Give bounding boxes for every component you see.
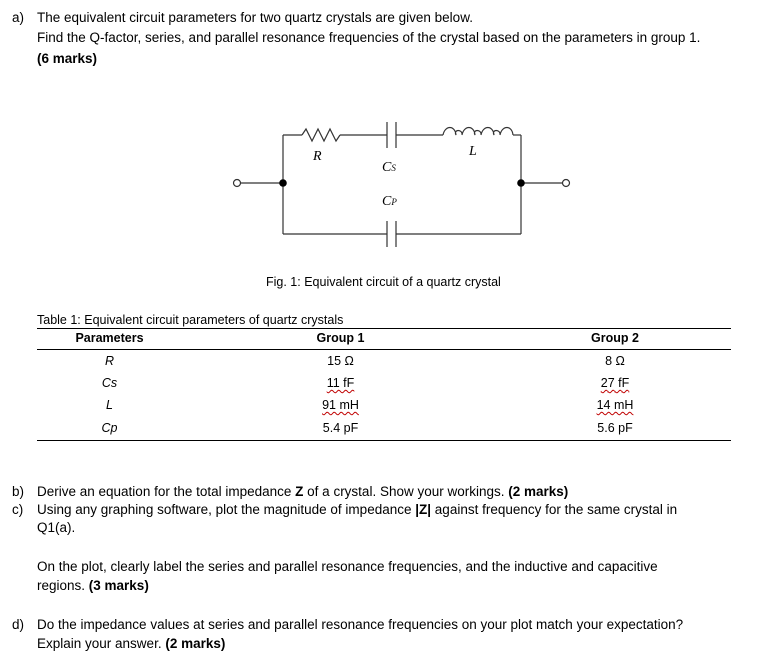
group2-value-text: 27 fF bbox=[600, 376, 630, 390]
question-c-part1: Using any graphing software, plot the magnitude of impedance bbox=[37, 502, 416, 517]
param-name: L bbox=[106, 398, 113, 412]
group2-value bbox=[499, 372, 731, 394]
question-c-para-text: regions. bbox=[37, 578, 89, 593]
question-c-para-line1: On the plot, clearly label the series and parallel resonance frequencies, and the inductive and capacitive bbox=[37, 559, 658, 574]
question-c-line2: Q1(a). bbox=[37, 520, 76, 535]
question-b-prefix: b) bbox=[12, 484, 25, 499]
param-name: Cp bbox=[37, 416, 182, 441]
circuit-diagram bbox=[0, 0, 759, 300]
question-b-marks: (2 marks) bbox=[508, 484, 569, 499]
group1-value-text: 91 mH bbox=[322, 398, 359, 412]
table-row bbox=[37, 394, 731, 416]
left-terminal bbox=[234, 180, 241, 187]
question-d-line2 bbox=[37, 636, 225, 651]
param-name: Cs bbox=[101, 376, 118, 390]
question-c-prefix: c) bbox=[12, 502, 24, 517]
group2-value bbox=[499, 394, 731, 416]
label-cs bbox=[382, 160, 396, 176]
parameters-table bbox=[37, 328, 731, 441]
question-a-line2: Find the Q-factor, series, and parallel resonance frequencies of the crystal based on the parameters in group 1. bbox=[37, 30, 701, 45]
question-c-marks: (3 marks) bbox=[88, 578, 149, 593]
right-node bbox=[517, 179, 525, 187]
group1-value: 5.4 pF bbox=[182, 416, 499, 441]
question-c-z: |Z| bbox=[415, 502, 432, 517]
group2-value: 5.6 pF bbox=[499, 416, 731, 441]
label-cs-sub: S bbox=[391, 163, 396, 173]
group2-value: 8 Ω bbox=[605, 354, 625, 368]
inductor-symbol bbox=[443, 128, 513, 136]
label-cp bbox=[382, 194, 397, 210]
label-cp-sub: P bbox=[391, 197, 397, 207]
label-l: L bbox=[469, 144, 477, 159]
table-caption: Table 1: Equivalent circuit parameters of quartz crystals bbox=[37, 313, 344, 327]
group1-value bbox=[182, 372, 499, 394]
question-d-line1: Do the impedance values at series and parallel resonance frequencies on your plot match your expectation? bbox=[37, 617, 684, 632]
label-r: R bbox=[313, 149, 322, 164]
right-terminal bbox=[563, 180, 570, 187]
question-d-text: Explain your answer. bbox=[37, 636, 166, 651]
group1-value-text: 11 fF bbox=[326, 376, 355, 390]
header-parameters: Parameters bbox=[37, 329, 182, 350]
question-b-part1: Derive an equation for the total impedance bbox=[37, 484, 296, 499]
question-a-prefix: a) bbox=[12, 10, 25, 25]
group2-value-text: 14 mH bbox=[596, 398, 634, 412]
question-c-part2: against frequency for the same crystal in bbox=[431, 502, 678, 517]
left-node bbox=[279, 179, 287, 187]
label-cs-main: C bbox=[382, 160, 392, 175]
question-a-line1: The equivalent circuit parameters for two quartz crystals are given below. bbox=[37, 10, 473, 25]
label-cp-main: C bbox=[382, 194, 392, 209]
question-a-marks: (6 marks) bbox=[37, 51, 98, 66]
resistor-symbol bbox=[302, 129, 340, 141]
table-row bbox=[37, 372, 731, 394]
param-name: R bbox=[104, 354, 115, 368]
header-group2: Group 2 bbox=[499, 329, 731, 350]
question-d-prefix: d) bbox=[12, 617, 25, 632]
question-d-marks: (2 marks) bbox=[165, 636, 226, 651]
header-group1: Group 1 bbox=[182, 329, 499, 350]
group1-value: 15 Ω bbox=[327, 354, 354, 368]
table-row bbox=[37, 350, 731, 373]
question-c-text bbox=[37, 502, 677, 517]
question-b-part2: of a crystal. Show your workings. bbox=[303, 484, 509, 499]
group1-value bbox=[182, 394, 499, 416]
figure-caption: Fig. 1: Equivalent circuit of a quartz crystal bbox=[266, 275, 501, 289]
table-header-row bbox=[37, 329, 731, 350]
question-c-para-line2 bbox=[37, 578, 149, 593]
question-b-z: Z bbox=[295, 484, 304, 499]
table-row bbox=[37, 416, 731, 441]
question-b-text bbox=[37, 484, 568, 499]
